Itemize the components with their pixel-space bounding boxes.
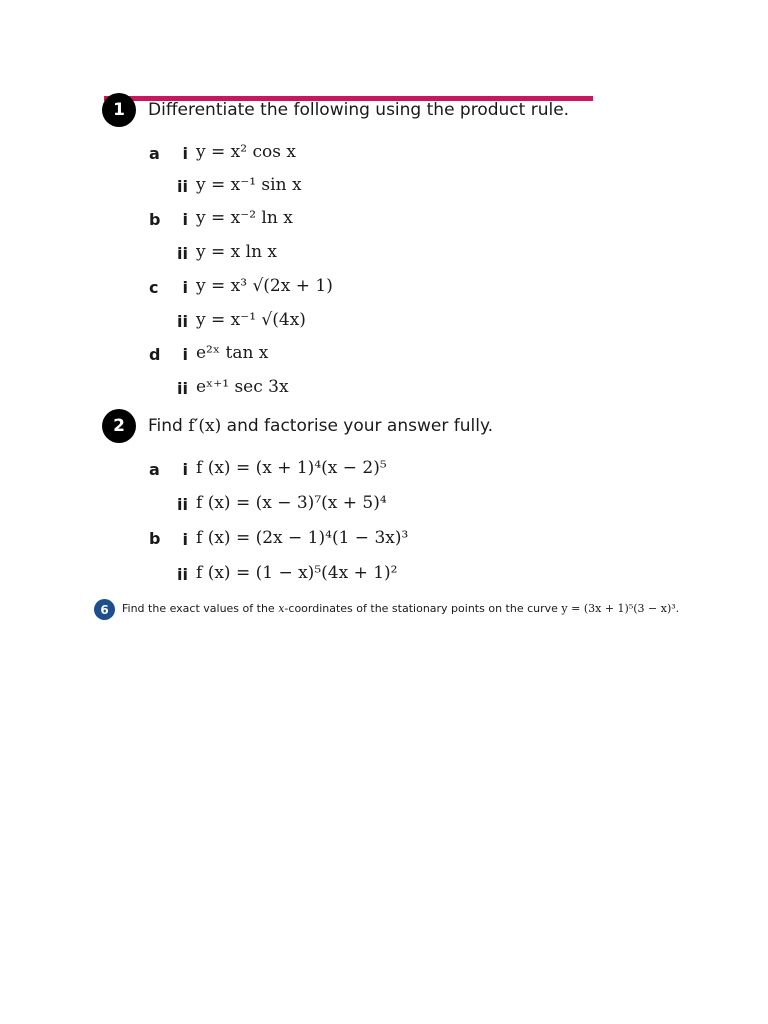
math-expression: y = x⁻¹ √(4x) xyxy=(196,310,306,330)
subpart-label: i xyxy=(182,144,188,163)
math-expression: e²ˣ tan x xyxy=(196,343,269,363)
math-expression: f (x) = (x + 1)⁴(x − 2)⁵ xyxy=(196,458,387,478)
part-label: a xyxy=(149,144,160,163)
math-expression: y = x ln x xyxy=(196,242,278,262)
question-text-part: -coordinates of the stationary points on the curve xyxy=(284,602,558,615)
math-variable: x xyxy=(278,602,285,615)
question-text xyxy=(122,602,679,615)
part-label: c xyxy=(149,278,159,297)
subpart-label: i xyxy=(182,460,188,479)
question-number-badge: 6 xyxy=(94,599,115,620)
question-instruction xyxy=(148,416,493,436)
subpart-label: ii xyxy=(177,379,188,398)
curve-equation: y = (3x + 1)⁵(3 − x)³. xyxy=(561,602,680,615)
part-label: a xyxy=(149,460,160,479)
subpart-label: ii xyxy=(177,565,188,584)
math-expression: f (x) = (2x − 1)⁴(1 − 3x)³ xyxy=(196,528,409,548)
math-expression: eˣ⁺¹ sec 3x xyxy=(196,377,289,397)
subpart-label: ii xyxy=(177,312,188,331)
part-label: b xyxy=(149,529,161,548)
subpart-label: i xyxy=(182,345,188,364)
subpart-label: i xyxy=(182,530,188,549)
math-expression: y = x⁻¹ sin x xyxy=(196,175,302,195)
instruction-text: Find xyxy=(148,416,183,436)
subpart-label: i xyxy=(182,210,188,229)
question-number-badge: 2 xyxy=(102,409,136,443)
instruction-text: and factorise your answer fully. xyxy=(226,416,493,436)
subpart-label: ii xyxy=(177,244,188,263)
question-number-badge: 1 xyxy=(102,93,136,127)
part-label: d xyxy=(149,345,161,364)
subpart-label: ii xyxy=(177,495,188,514)
math-expression: y = x² cos x xyxy=(196,142,296,162)
question-instruction: Differentiate the following using the product rule. xyxy=(148,100,570,120)
math-inline: f′(x) xyxy=(188,416,222,436)
math-expression: f (x) = (x − 3)⁷(x + 5)⁴ xyxy=(196,493,387,513)
subpart-label: i xyxy=(182,278,188,297)
subpart-label: ii xyxy=(177,177,188,196)
math-expression: f (x) = (1 − x)⁵(4x + 1)² xyxy=(196,563,398,583)
math-expression: y = x⁻² ln x xyxy=(196,208,293,228)
math-expression: y = x³ √(2x + 1) xyxy=(196,276,333,296)
question-text-part: Find the exact values of the xyxy=(122,602,275,615)
part-label: b xyxy=(149,210,161,229)
